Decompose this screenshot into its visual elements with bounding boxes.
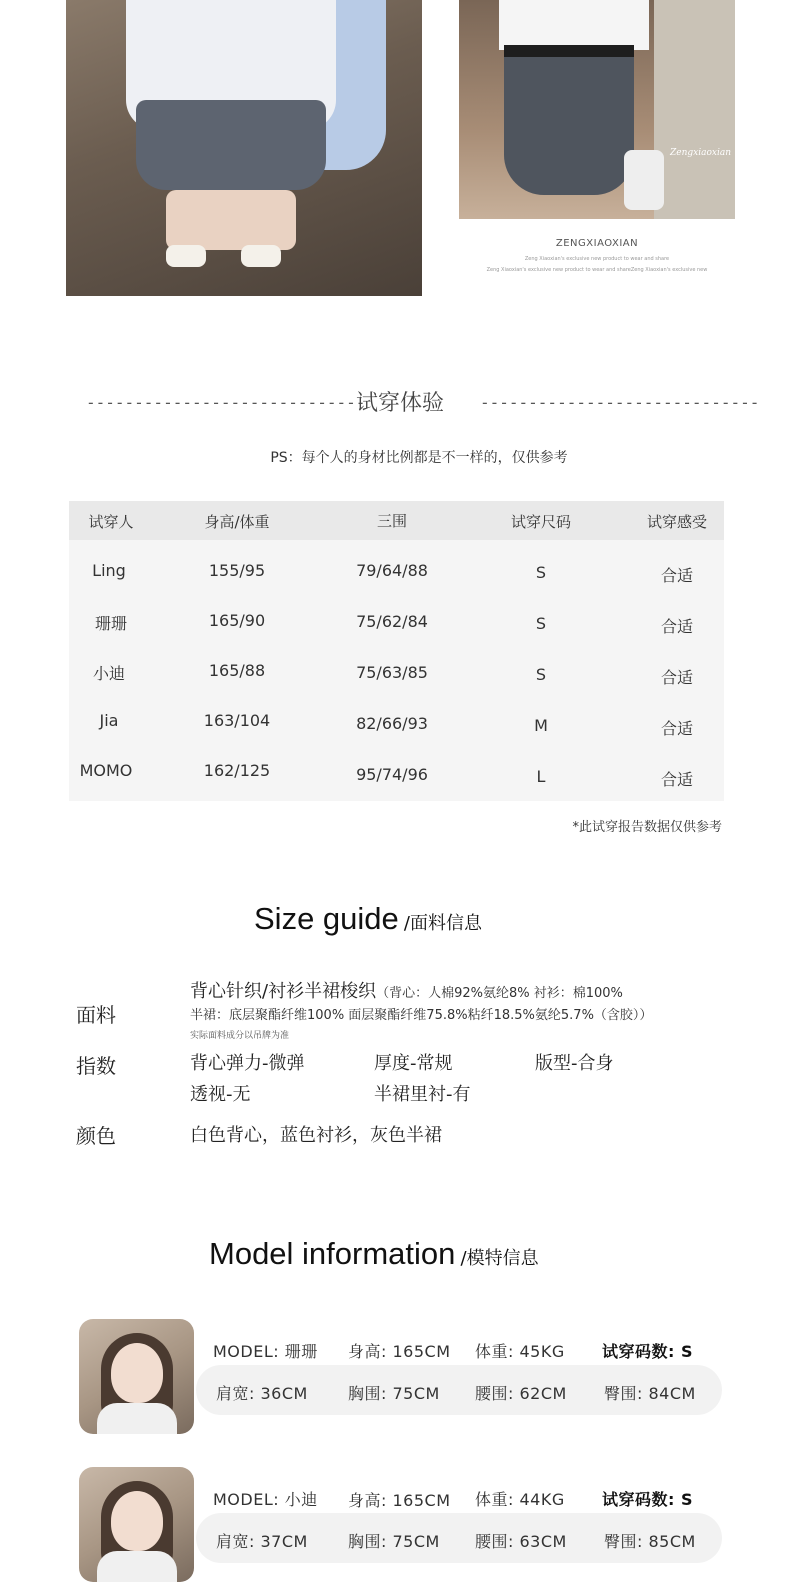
table-cell: Jia [99, 711, 119, 730]
photo-top [499, 0, 649, 50]
index-elasticity: 背心弹力-微弹 [190, 1053, 305, 1074]
photo-shoe [624, 150, 664, 210]
tryon-table-header [69, 501, 724, 540]
table-cell: L [536, 767, 546, 786]
table-header-cell: 试穿尺码 [510, 513, 572, 531]
model-size-text: 试穿码数: S [602, 1490, 693, 1509]
photo-shoe [166, 245, 206, 267]
table-cell: 合适 [660, 668, 694, 687]
table-cell: 小迪 [92, 664, 126, 683]
index-label: 指数 [76, 1054, 116, 1078]
fabric-main-text: 背心针织/衬衫半裙梭织 [190, 981, 377, 1002]
fabric-label: 面料 [76, 1003, 116, 1027]
model-height: 身高: 165CM [348, 1342, 451, 1361]
model-chest: 胸围: 75CM [348, 1532, 440, 1551]
table-cell: 合适 [660, 566, 694, 585]
photo-belt [504, 45, 634, 57]
photo-shoe [241, 245, 281, 267]
table-cell: 155/95 [208, 561, 266, 580]
photo-skirt [136, 100, 326, 190]
ps-note: PS：每个人的身材比例都是不一样的，仅供参考 [270, 450, 568, 466]
fabric-composition: （背心：人棉92%氨纶8% 衬衫：棉100% [376, 986, 623, 1001]
divider-dashes-left: ----------------------------- [86, 393, 366, 412]
table-cell: S [535, 563, 547, 582]
model-info-title-cn: /模特信息 [460, 1248, 539, 1269]
table-cell: 75/63/85 [356, 663, 428, 682]
photo-legs [166, 190, 296, 250]
divider-dashes-right: ----------------------------- [480, 393, 760, 412]
table-cell: 162/125 [203, 761, 271, 780]
table-cell: 合适 [660, 719, 694, 738]
model-hip: 臀围: 85CM [604, 1532, 696, 1551]
table-cell: S [535, 665, 547, 684]
model-weight: 体重: 44KG [475, 1490, 565, 1509]
table-cell: 82/66/93 [356, 714, 428, 733]
table-cell: 165/88 [208, 661, 266, 680]
model-info-title [209, 1236, 539, 1272]
tryon-footnote: *此试穿报告数据仅供参考 [572, 820, 722, 835]
table-cell: 合适 [660, 617, 694, 636]
model-waist: 腰围: 63CM [475, 1532, 567, 1551]
index-thickness: 厚度-常规 [374, 1053, 453, 1074]
model-hip: 臀围: 84CM [604, 1384, 696, 1403]
model-size [602, 1487, 693, 1510]
size-guide-title-cn: /面料信息 [403, 913, 482, 934]
table-header-cell: 试穿感受 [646, 513, 708, 531]
model-waist: 腰围: 62CM [475, 1384, 567, 1403]
table-cell: M [534, 716, 548, 735]
table-header-cell: 试穿人 [88, 513, 134, 531]
table-cell: 163/104 [203, 711, 271, 730]
index-lining: 半裙里衬-有 [374, 1084, 471, 1105]
product-photo-left [66, 0, 422, 296]
fabric-main [190, 977, 623, 1003]
avatar-face [111, 1343, 163, 1403]
table-cell: 珊珊 [94, 614, 128, 633]
table-cell: 95/74/96 [356, 765, 428, 784]
model-name: MODEL: 小迪 [213, 1490, 318, 1509]
model-size [602, 1339, 693, 1362]
model-height: 身高: 165CM [348, 1491, 451, 1510]
photo-signature: Zengxiaoxian [670, 148, 731, 158]
size-guide-title-en: Size guide [254, 901, 399, 936]
brand-tagline: Zeng Xiaoxian's exclusive new product to wear and share [524, 256, 670, 262]
model-size-text: 试穿码数: S [602, 1342, 693, 1361]
tryon-table-body [69, 540, 724, 801]
brand-name: ZENGXIAOXIAN [555, 238, 639, 249]
table-cell: 79/64/88 [356, 561, 428, 580]
color-label: 颜色 [76, 1124, 116, 1148]
model-shoulder: 肩宽: 36CM [216, 1384, 308, 1403]
index-transparency: 透视-无 [190, 1084, 251, 1105]
tryon-title: 试穿体验 [355, 391, 444, 416]
fabric-composition-skirt: 半裙：底层聚酯纤维100% 面层聚酯纤维75.8%粘纤18.5%氨纶5.7%（含胶）） [190, 1008, 653, 1023]
table-cell: 75/62/84 [356, 612, 428, 631]
table-cell: S [535, 614, 547, 633]
avatar-face [111, 1491, 163, 1551]
table-header-cell: 三围 [376, 512, 408, 530]
model-weight: 体重: 45KG [475, 1342, 565, 1361]
brand-tagline: Zeng Xiaoxian's exclusive new product to wear and shareZeng Xiaoxian's exclusive new [486, 267, 708, 273]
table-cell: MOMO [79, 761, 133, 780]
avatar-body [97, 1551, 177, 1582]
avatar-body [97, 1403, 177, 1434]
model-chest: 胸围: 75CM [348, 1384, 440, 1403]
color-value: 白色背心，蓝色衬衫，灰色半裙 [190, 1125, 442, 1146]
index-fit: 版型-合身 [535, 1053, 614, 1074]
model-shoulder: 肩宽: 37CM [216, 1532, 308, 1551]
photo-skirt [504, 45, 634, 195]
model-info-title-en: Model information [209, 1236, 456, 1271]
photo-counter [654, 0, 735, 219]
model-avatar [79, 1319, 194, 1434]
table-header-cell: 身高/体重 [204, 513, 270, 531]
model-avatar [79, 1467, 194, 1582]
table-cell: Ling [92, 561, 126, 580]
product-photo-right [459, 0, 735, 219]
fabric-note: 实际面料成分以吊牌为准 [190, 1031, 290, 1041]
model-name: MODEL: 珊珊 [213, 1342, 318, 1361]
table-cell: 合适 [660, 770, 694, 789]
size-guide-title [254, 901, 482, 937]
table-cell: 165/90 [208, 611, 266, 630]
